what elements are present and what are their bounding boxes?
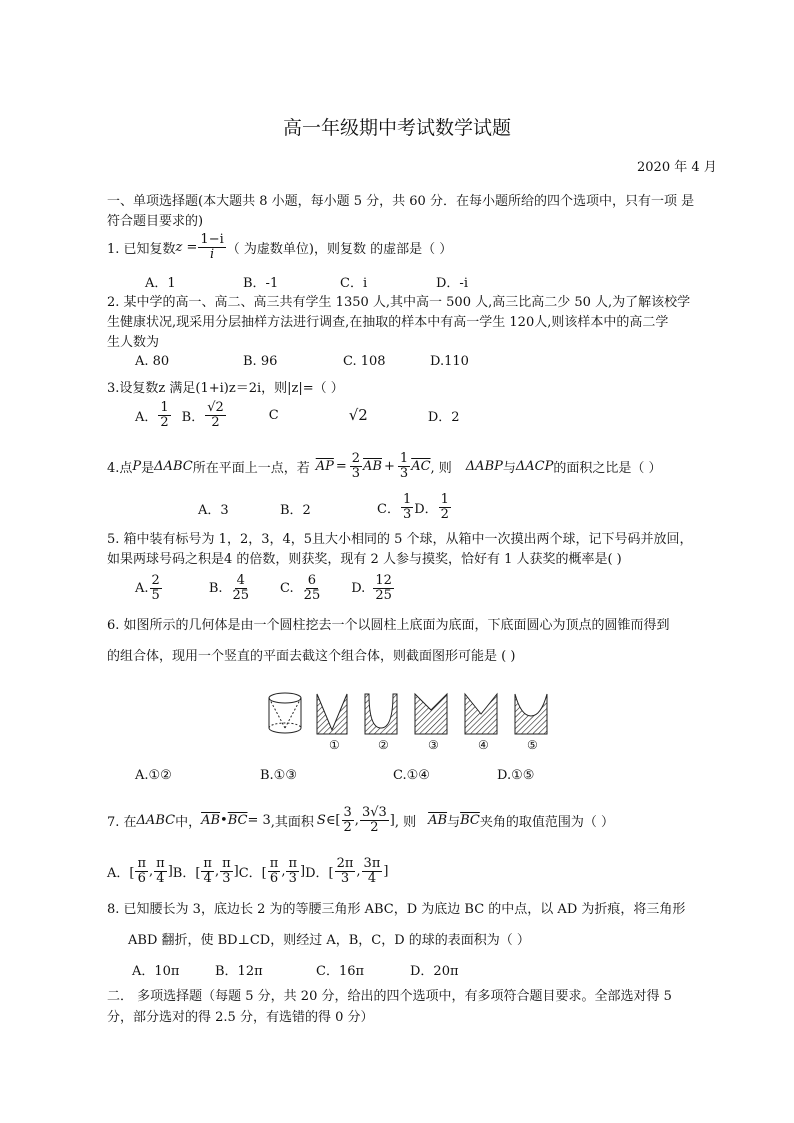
q7-area: ,其面积 bbox=[270, 814, 314, 830]
q4-f1-num: 2 bbox=[351, 450, 361, 466]
q6-fig-label-1: ① bbox=[329, 738, 340, 752]
q7-options: A．[ $\frac{\pi}{6}$ , $\frac{\pi}{4}$ ] B．[ $\frac{\pi}{4}$ , $\frac{\pi}{3}$ ] C．[ $\frac{\pi}{6}$ , $\frac{\pi}{3}$ ] D．[ $\frac{2\pi}{3}$ , $\frac{3\pi}{4}$ ] bbox=[107, 855, 389, 886]
q7-fraction-1 bbox=[342, 806, 354, 834]
q6-fig-label-2: ② bbox=[378, 738, 389, 752]
q2-option-c: C. 108 bbox=[343, 354, 386, 369]
q6-stem-line2: 的组合体，现用一个竖直的平面去截这个组合体，则截面图形可能是 ( ) bbox=[107, 649, 516, 664]
q7-d-d1: 3 bbox=[340, 870, 350, 886]
q5-option-d-label: D. bbox=[351, 580, 366, 596]
q8-option-d: D．20π bbox=[410, 964, 459, 979]
q5-option-b-label: B. bbox=[208, 580, 223, 596]
q8-stem-line2: ABD 翻折，使 BD⊥CD，则经过 A，B，C，D 的球的表面积为（ ） bbox=[128, 933, 530, 948]
q5-option-b-fraction bbox=[231, 574, 252, 602]
q7-s: S bbox=[316, 812, 326, 828]
q1-option-a: A．1 bbox=[145, 276, 176, 291]
q5-option-d-fraction bbox=[373, 574, 394, 602]
q3-option-c-value: √2 bbox=[348, 406, 368, 424]
q7-fraction-2 bbox=[360, 806, 389, 834]
q7-comma: , bbox=[354, 812, 359, 828]
section-shape-1 bbox=[317, 694, 347, 734]
q5-a-num: 2 bbox=[151, 572, 160, 588]
q2-option-b: B. 96 bbox=[243, 354, 278, 369]
q7-vector-ab: $\overline{AB}$ bbox=[201, 812, 221, 828]
q5-option-c-label: C. bbox=[280, 580, 294, 596]
q7-post: 夹角的取值范围为（ ） bbox=[479, 814, 614, 830]
q1-option-c: C．i bbox=[340, 276, 368, 291]
q1-suffix: （ 为虚数单位)，则复数 的虚部是（ ） bbox=[226, 241, 453, 257]
q4-triangle-abc: ΔABC bbox=[154, 458, 193, 474]
q1-fraction bbox=[198, 233, 225, 261]
q5-stem-line1: 5. 箱中装有标号为 1，2，3，4，5且大小相同的 5 个球，从箱中一次摸出两个球，记下号码并放回， bbox=[107, 532, 693, 547]
q4-vector-ac: $\overline{AC}$ bbox=[411, 458, 431, 474]
q4-oc-num: 1 bbox=[402, 491, 412, 507]
q7-c-n2: π bbox=[288, 855, 297, 871]
section-shape-5 bbox=[515, 694, 547, 734]
q4-mid2: 所在平面上一点，若 bbox=[192, 460, 310, 476]
q5-option-a-fraction bbox=[150, 574, 162, 602]
q1-option-d: D．-i bbox=[436, 276, 468, 291]
q3-option-c-label: C bbox=[268, 407, 279, 423]
section2-header-line2: 分，部分选对的得 2.5 分，有选错的得 0 分） bbox=[107, 1010, 374, 1025]
q4-fraction-2 bbox=[398, 452, 410, 480]
q5-b-den: 25 bbox=[232, 587, 250, 603]
section1-header-line2: 符合题目要求的) bbox=[107, 214, 204, 229]
q3-a-den: 2 bbox=[160, 414, 169, 430]
q1-denominator: i bbox=[210, 246, 215, 262]
q8-option-c: C．16π bbox=[316, 964, 365, 979]
q7-b-frac1 bbox=[201, 857, 214, 885]
q7-option-c-label: C．[ bbox=[238, 865, 267, 881]
q3-option-b-fraction bbox=[205, 401, 226, 429]
page-title: 高一年级期中考试数学试题 bbox=[282, 117, 511, 139]
q8-stem-line1: 8. 已知腰长为 3，底边长 2 为的等腰三角形 ABC，D 为底边 BC 的中点，以 AD 为折痕，将三角形 bbox=[107, 902, 686, 917]
q6-option-c: C.①④ bbox=[393, 768, 430, 783]
q4-post1: , 则 bbox=[430, 460, 452, 476]
q6-fig-label-4: ④ bbox=[478, 738, 489, 752]
q7-option-d-label: D．[ bbox=[305, 865, 334, 881]
q4-vector-ab: $\overline{AB}$ bbox=[363, 458, 382, 474]
q7-prefix: 7. 在 bbox=[107, 814, 137, 830]
q3-option-d: D．2 bbox=[427, 409, 460, 425]
q4-fraction-1 bbox=[350, 452, 362, 480]
q1-prefix: 1. 已知复数 bbox=[107, 241, 176, 257]
q7-d-d2: 4 bbox=[367, 870, 377, 886]
q7-yu: 与 bbox=[447, 814, 461, 830]
q7-a-n2: π bbox=[156, 855, 165, 871]
q7-a-d2: 4 bbox=[156, 870, 165, 886]
exam-date: 2020 年 4 月 bbox=[637, 160, 717, 175]
q5-option-a-label: A. bbox=[135, 580, 149, 596]
q4-option-d-label: D． bbox=[414, 501, 438, 517]
q3-options bbox=[135, 396, 460, 434]
q7-mid: 中， bbox=[175, 814, 202, 830]
q7-vector-bc: $\overline{BC}$ bbox=[227, 812, 248, 828]
q1-option-b: B．-1 bbox=[243, 276, 279, 291]
q4-f2-den: 3 bbox=[399, 465, 409, 481]
q4-vector-ap: $\overline{AP}$ bbox=[315, 458, 334, 474]
q3-a-num: 1 bbox=[160, 399, 169, 415]
q4-option-c-fraction bbox=[401, 493, 413, 521]
q7-triangle: ΔABC bbox=[136, 812, 176, 828]
q1-z: z = bbox=[175, 239, 198, 255]
q5-c-num: 6 bbox=[307, 572, 317, 588]
q7-b-frac2 bbox=[220, 857, 233, 885]
q7-b-d2: 3 bbox=[222, 870, 231, 886]
q7-ze: , 则 bbox=[394, 814, 417, 830]
q7-c-d1: 6 bbox=[269, 870, 279, 886]
q7-option-a-label: A．[ bbox=[107, 865, 135, 881]
q5-options bbox=[135, 567, 395, 609]
q1-numerator: 1−i bbox=[200, 231, 224, 247]
q6-option-d: D.①⑤ bbox=[497, 768, 535, 783]
q2-stem-line2: 生健康状况,现采用分层抽样方法进行调查,在抽取的样本中有高一学生 120人,则该样本中的高二学 bbox=[107, 315, 669, 330]
q4-option-b: B．2 bbox=[280, 503, 311, 518]
q6-figures bbox=[265, 690, 555, 736]
q7-f1-num: 3 bbox=[343, 804, 352, 820]
q7-c-d2: 3 bbox=[288, 870, 297, 886]
q2-option-a: A. 80 bbox=[135, 354, 170, 369]
q3-b-den: 2 bbox=[211, 414, 220, 430]
q4-f1-den: 3 bbox=[351, 465, 361, 481]
q6-option-a: A.①② bbox=[135, 768, 172, 783]
q5-b-num: 4 bbox=[236, 572, 245, 588]
q7-a-frac1 bbox=[135, 857, 148, 885]
q7-a-n1: π bbox=[137, 855, 147, 871]
q5-d-num: 12 bbox=[375, 572, 392, 588]
q4-options-cd bbox=[377, 488, 452, 526]
q4-mid1: 是 bbox=[141, 460, 155, 476]
q4-option-c-label: C． bbox=[377, 501, 400, 517]
section2-header-line1: 二． 多项选择题（每题 5 分，共 20 分，给出的四个选项中，有多项符合题目要求。全部选对得 5 bbox=[107, 989, 672, 1004]
q7-c-frac1 bbox=[268, 857, 281, 885]
q4-point-p: P bbox=[132, 458, 142, 474]
q4-yu: 与 bbox=[502, 460, 516, 476]
section-shape-3 bbox=[415, 694, 447, 734]
q7-b-d1: 4 bbox=[203, 870, 212, 886]
q8-option-a: A．10π bbox=[132, 964, 180, 979]
q4-od-num: 1 bbox=[440, 491, 449, 507]
q4-f2-num: 1 bbox=[399, 450, 409, 466]
q6-fig-label-3: ③ bbox=[428, 738, 439, 752]
q7-stem bbox=[107, 798, 614, 842]
q7-d-n2: 3π bbox=[363, 855, 381, 871]
q8-option-b: B．12π bbox=[215, 964, 263, 979]
q7-a-d1: 6 bbox=[137, 870, 146, 886]
q7-d-frac2 bbox=[362, 857, 383, 885]
q7-eq3: = 3 bbox=[247, 812, 271, 828]
q3-stem: 3.设复数z 满足(1+i)z＝2i，则|z|=（ ） bbox=[107, 381, 344, 396]
q4-triangle-acp: ΔACP bbox=[515, 458, 554, 474]
q2-stem-line1: 2. 某中学的高一、高二、高三共有学生 1350 人,其中高一 500 人,高三比高二少 50 人,为了解该校学 bbox=[107, 295, 691, 310]
q6-option-b: B.①③ bbox=[260, 768, 297, 783]
q4-option-a: A．3 bbox=[198, 503, 229, 518]
q4-od-den: 2 bbox=[440, 506, 449, 522]
cylinder-cone-figure bbox=[269, 693, 301, 733]
q6-fig-label-5: ⑤ bbox=[527, 738, 538, 752]
q4-triangle-abp: ΔABP bbox=[465, 458, 503, 474]
q4-oc-den: 3 bbox=[402, 506, 412, 522]
q7-c-frac2 bbox=[286, 857, 299, 885]
q7-a-frac2 bbox=[154, 857, 167, 885]
q7-d-frac1 bbox=[335, 857, 356, 885]
q4-plus: + bbox=[384, 458, 395, 474]
q7-f2-num: 3√3 bbox=[361, 804, 387, 820]
q7-b-n2: π bbox=[222, 855, 231, 871]
q4-stem bbox=[107, 446, 662, 486]
q3-b-num: √2 bbox=[207, 399, 224, 415]
q5-option-c-fraction bbox=[302, 574, 323, 602]
q4-equals: = bbox=[335, 458, 347, 474]
q7-in: ∈[ bbox=[325, 812, 341, 828]
section-shape-2 bbox=[365, 694, 397, 734]
q7-f1-den: 2 bbox=[343, 819, 352, 835]
q5-stem-line2: 如果两球号码之积是4 的倍数，则获奖，现有 2 人参与摸奖，恰好有 1 人获奖的概率是( ) bbox=[107, 552, 622, 567]
q4-prefix: 4.点 bbox=[107, 460, 133, 476]
q2-option-d: D.110 bbox=[430, 354, 469, 369]
q7-option-b-label: B．[ bbox=[172, 865, 201, 881]
q5-a-den: 5 bbox=[151, 587, 160, 603]
q3-option-a-fraction bbox=[158, 401, 170, 429]
q5-c-den: 25 bbox=[303, 587, 321, 603]
q2-stem-line3: 生人数为 bbox=[107, 335, 160, 350]
q7-close: ] bbox=[389, 812, 395, 828]
q7-dot: • bbox=[220, 812, 228, 828]
q4-option-d-fraction bbox=[439, 493, 451, 521]
q7-d-n1: 2π bbox=[336, 855, 354, 871]
section1-header-line1: 一、单项选择题(本大题共 8 小题，每小题 5 分，共 60 分．在每小题所给的四个选项中，只有一项 是 bbox=[107, 194, 695, 209]
q7-c-n1: π bbox=[269, 855, 279, 871]
q5-d-den: 25 bbox=[375, 587, 392, 603]
section-shape-4 bbox=[465, 694, 497, 734]
q7-vector-ab-2: $\overline{AB}$ bbox=[428, 812, 448, 828]
q7-f2-den: 2 bbox=[370, 819, 379, 835]
q7-vector-bc-2: $\overline{BC}$ bbox=[460, 812, 480, 828]
q6-stem-line1: 6. 如图所示的几何体是由一个圆柱挖去一个以圆柱上底面为底面，下底面圆心为顶点的圆锥而得到 bbox=[107, 618, 670, 633]
q3-option-a-label: A． bbox=[135, 409, 158, 425]
q3-option-b-label: B． bbox=[181, 409, 205, 425]
q7-b-n1: π bbox=[203, 855, 212, 871]
question-1-stem bbox=[107, 229, 452, 265]
q4-post2: 的面积之比是（ ） bbox=[553, 460, 662, 476]
